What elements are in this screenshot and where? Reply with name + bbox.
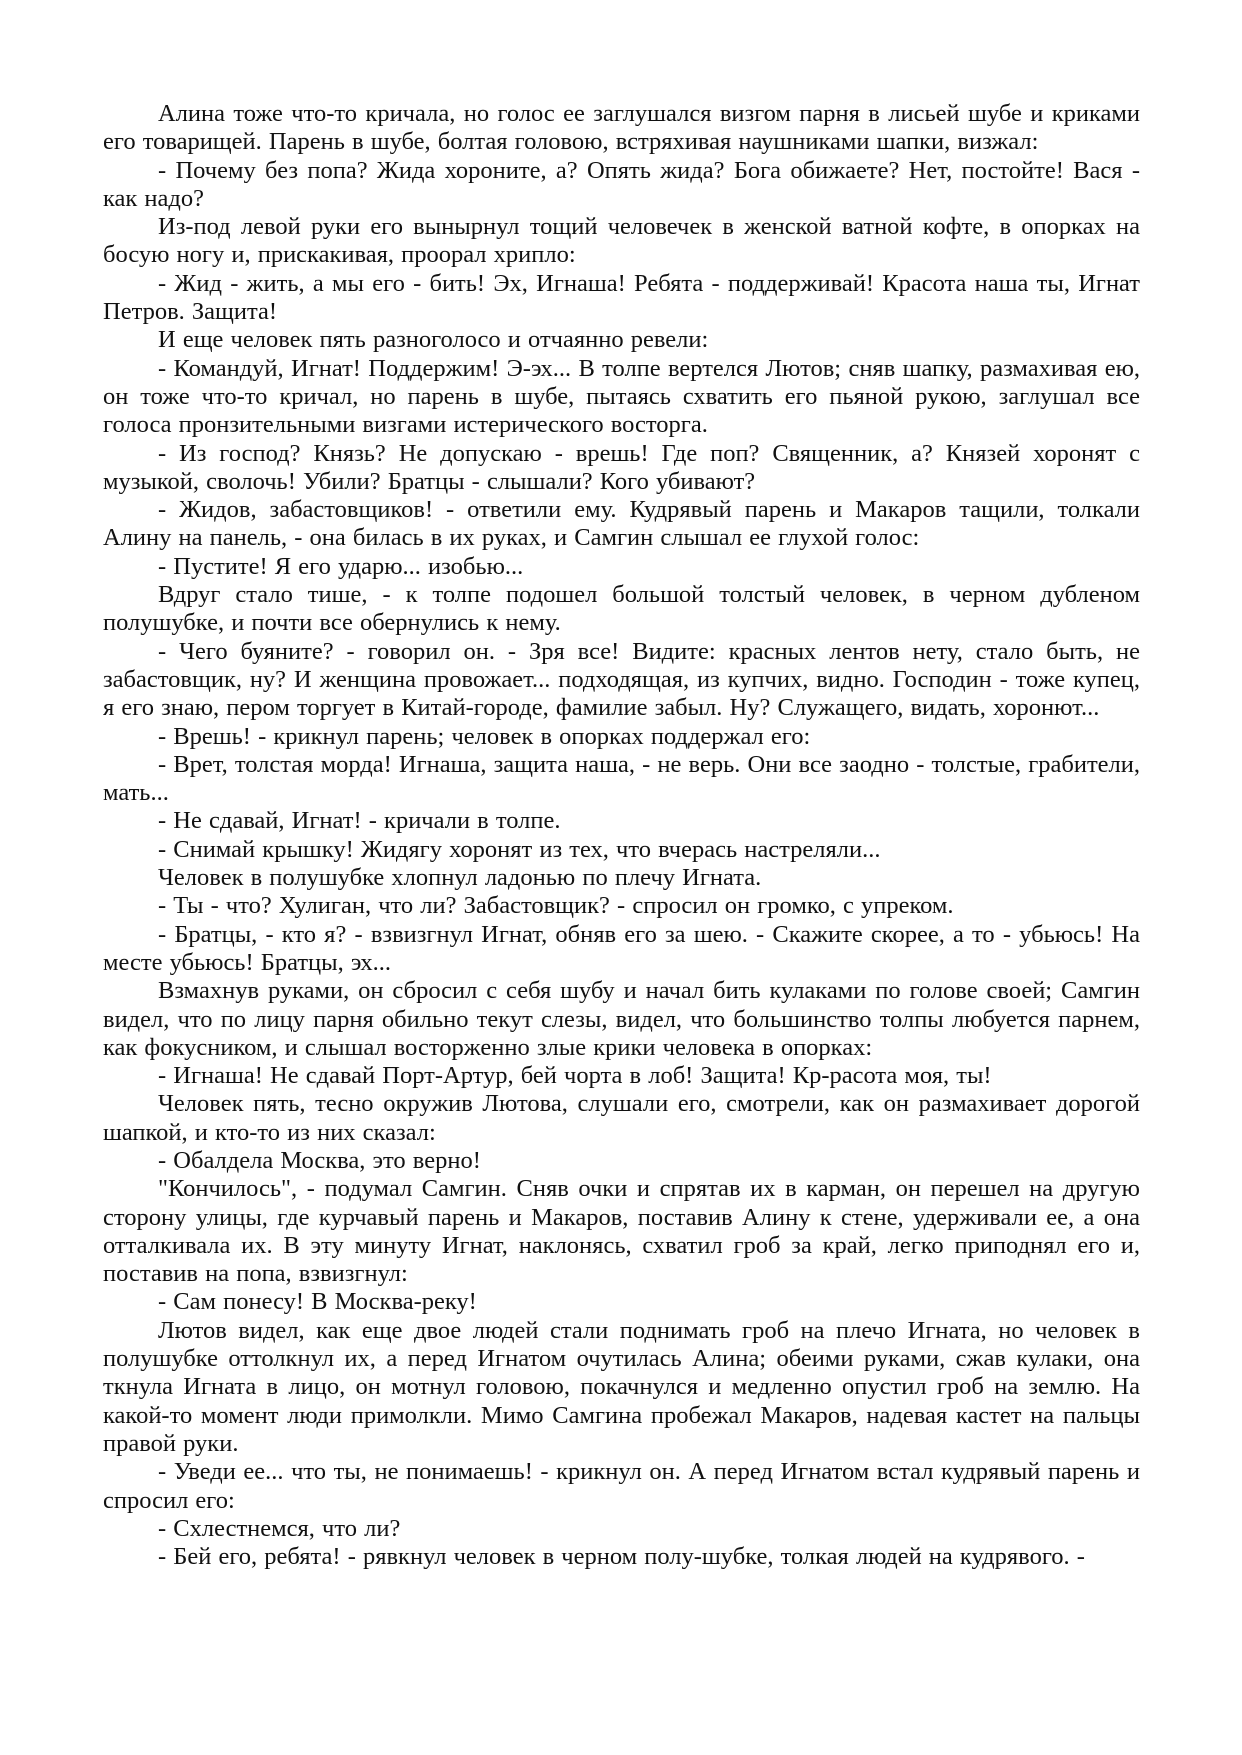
paragraph: - Врешь! - крикнул парень; человек в опорках поддержал его: [158, 722, 811, 750]
paragraph: - Из господ? Князь? Не допускаю - врешь! Где поп? Священник, а? Князей хоронят с музыкой, сволочь! Убили? Братцы - слышали? Кого убивают? [103, 439, 1140, 495]
paragraph: - Жидов, забастовщиков! - ответили ему. Кудрявый парень и Макаров тащили, толкали Алину на панель, - она билась в их руках, и Самгин слышал ее глухой голос: [103, 496, 1140, 552]
paragraph: - Обалдела Москва, это верно! [158, 1146, 481, 1174]
paragraph: Взмахнув руками, он сбросил с себя шубу и начал бить кулаками по голове своей; Самгин видел, что по лицу парня обильно текут слезы, видел, что большинство толпы любуется парнем, как фокусником, и слышал восторженно злые крики человека в опорках: [103, 977, 1140, 1061]
paragraph: - Пустите! Я его ударю... изобью... [158, 552, 524, 580]
paragraph: "Кончилось", - подумал Самгин. Сняв очки и спрятав их в карман, он перешел на другую сторону улицы, где курчавый парень и Макаров, поставив Алину к стене, удерживали ее, а она отталкивала их. В эту минуту Игнат, наклонясь, схватил гроб за край, легко приподнял его и, поставив на попа, взвизгнул: [103, 1175, 1140, 1288]
paragraph: - Почему без попа? Жида хороните, а? Опять жида? Бога обижаете? Нет, постойте! Вася - как надо? [103, 156, 1140, 212]
paragraph: Человек в полушубке хлопнул ладонью по плечу Игната. [158, 864, 762, 892]
paragraph: - Жид - жить, а мы его - бить! Эх, Игнаша! Ребята - поддерживай! Красота наша ты, Игнат Петров. Защита! [103, 269, 1140, 326]
paragraph: - Ты - что? Хулиган, что ли? Забастовщик? - спросил он громко, с упреком. [158, 892, 954, 920]
paragraph: - Сам понесу! В Москва-реку! [158, 1288, 477, 1316]
paragraph: - Братцы, - кто я? - взвизгнул Игнат, обняв его за шею. - Скажите скорее, а то - убьюсь! На месте убьюсь! Братцы, эх... [103, 920, 1140, 976]
paragraph: Вдруг стало тише, - к толпе подошел большой толстый человек, в черном дубленом полушубке, и почти все обернулись к нему. [103, 581, 1140, 637]
paragraph: Человек пять, тесно окружив Лютова, слушали его, смотрели, как он размахивает дорогой шапкой, и кто-то из них сказал: [103, 1090, 1140, 1146]
paragraph: - Снимай крышку! Жидягу хоронят из тех, что вчерась настреляли... [158, 835, 881, 863]
paragraph: Из-под левой руки его вынырнул тощий человечек в женской ватной кофте, в опорках на босую ногу и, прискакивая, проорал хрипло: [103, 213, 1140, 269]
paragraph: - Чего буяните? - говорил он. - Зря все! Видите: красных лентов нету, стало быть, не забастовщик, ну? И женщина провожает... подходящая, из купчих, видно. Господин - тоже купец, я его знаю, пером торгует в Китай-городе, фамилие забыл. Ну? Служащего, видать, хоронют... [103, 637, 1140, 722]
paragraph: - Бей его, ребята! - рявкнул человек в черном полу-шубке, толкая людей на кудрявого. - [158, 1543, 1085, 1571]
paragraph: - Командуй, Игнат! Поддержим! Э-эх... В толпе вертелся Лютов; сняв шапку, размахивая ею, он тоже что-то кричал, но парень в шубе, пытаясь схватить его пьяной рукою, заглушал все голоса пронзительными визгами истерического восторга. [103, 354, 1140, 439]
paragraph: - Врет, толстая морда! Игнаша, защита наша, - не верь. Они все заодно - толстые, грабители, мать... [103, 750, 1140, 807]
paragraph: - Уведи ее... что ты, не понимаешь! - крикнул он. А перед Игнатом встал кудрявый парень и спросил его: [103, 1458, 1140, 1514]
paragraph: Алина тоже что-то кричала, но голос ее заглушался визгом парня в лисьей шубе и криками его товарищей. Парень в шубе, болтая головою, встряхивая наушниками шапки, визжал: [103, 100, 1140, 156]
paragraph: И еще человек пять разноголосо и отчаянно ревели: [158, 326, 709, 354]
paragraph: - Не сдавай, Игнат! - кричали в толпе. [158, 807, 561, 835]
paragraph: - Схлестнемся, что ли? [158, 1514, 401, 1542]
paragraph: - Игнаша! Не сдавай Порт-Артур, бей чорта в лоб! Защита! Кр-расота моя, ты! [158, 1062, 992, 1090]
paragraph: Лютов видел, как еще двое людей стали поднимать гроб на плечо Игната, но человек в полушубке оттолкнул их, а перед Игнатом очутилась Алина; обеими руками, сжав кулаки, она ткнула Игната в лицо, он мотнул головою, покачнулся и медленно опустил гроб на землю. На какой-то момент люди примолкли. Мимо Самгина пробежал Макаров, надевая кастет на пальцы правой руки. [103, 1316, 1140, 1457]
